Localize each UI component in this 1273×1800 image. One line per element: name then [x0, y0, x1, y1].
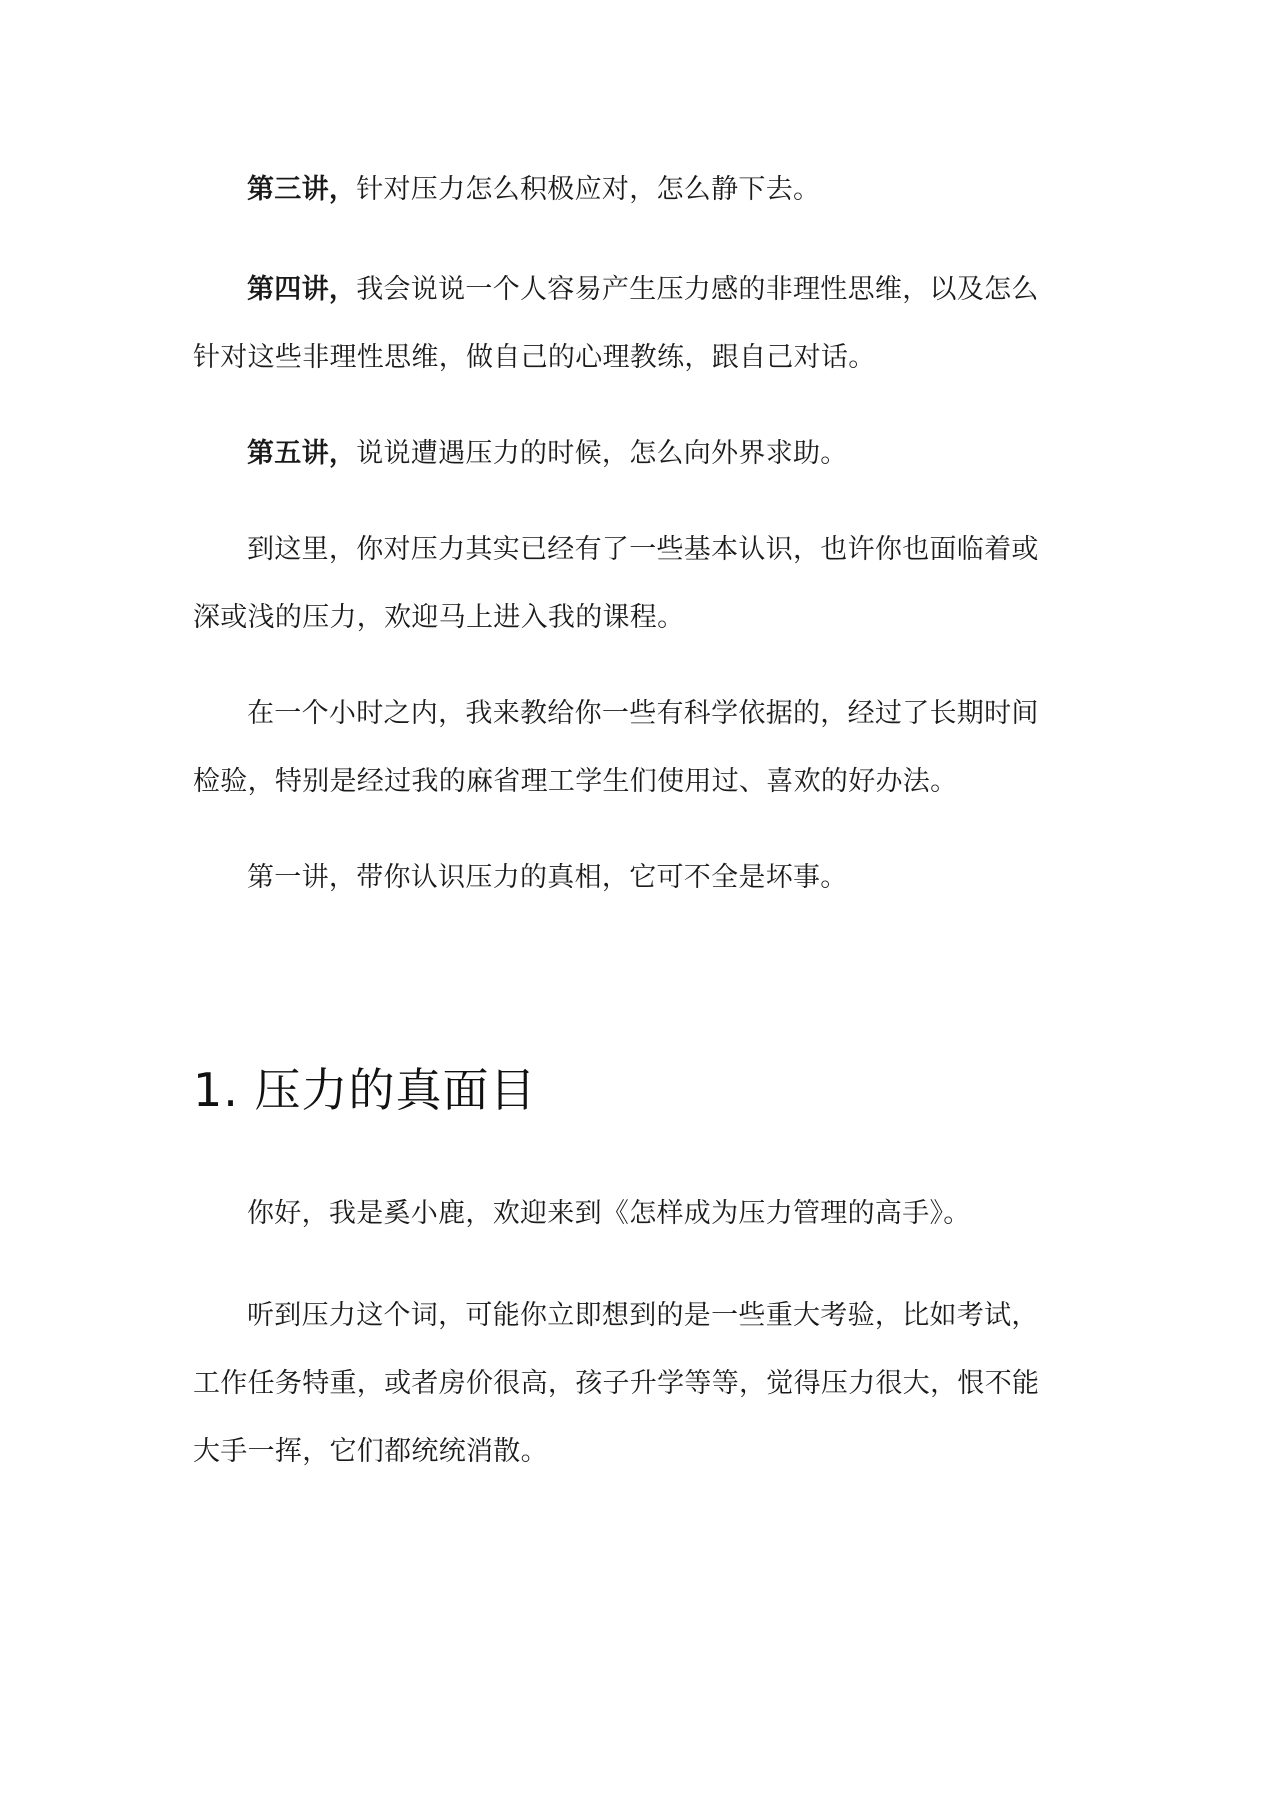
paragraph-greeting	[193, 1180, 1061, 1248]
paragraph-text: 在一个小时之内，我来教给你一些有科学依据的，经过了长期时间检验，特别是经过我的麻省理工学生们使用过、喜欢的好办法。	[193, 698, 1039, 797]
paragraph-lead: 第四讲，	[247, 274, 357, 305]
paragraph-lecture-5	[193, 420, 1061, 488]
paragraph-text: 你好，我是奚小鹿，欢迎来到《怎样成为压力管理的高手》。	[247, 1198, 971, 1229]
paragraph-text: 到这里，你对压力其实已经有了一些基本认识，也许你也面临着或深或浅的压力，欢迎马上进入我的课程。	[193, 534, 1039, 633]
paragraph-stress-examples	[193, 1282, 1061, 1486]
paragraph-lead: 第三讲，	[247, 174, 357, 205]
paragraph-text: 针对压力怎么积极应对，怎么静下去。	[356, 174, 821, 205]
section-heading: 1. 压力的真面目	[193, 1063, 537, 1117]
paragraph-lecture-1-intro	[193, 844, 1061, 912]
paragraph-text: 说说遭遇压力的时候，怎么向外界求助。	[356, 438, 848, 469]
paragraph-text: 听到压力这个词，可能你立即想到的是一些重大考验，比如考试，工作任务特重，或者房价很高，孩子升学等等，觉得压力很大，恨不能大手一挥，它们都统统消散。	[193, 1300, 1040, 1467]
paragraph-lecture-3	[193, 156, 1061, 224]
paragraph-text: 第一讲，带你认识压力的真相，它可不全是坏事。	[247, 862, 848, 893]
paragraph-invitation	[193, 516, 1061, 652]
paragraph-course-promise	[193, 680, 1061, 816]
paragraph-lecture-4	[193, 256, 1061, 392]
paragraph-lead: 第五讲，	[247, 438, 357, 469]
paragraph-text: 我会说说一个人容易产生压力感的非理性思维，以及怎么针对这些非理性思维，做自己的心理教练，跟自己对话。	[193, 274, 1039, 373]
